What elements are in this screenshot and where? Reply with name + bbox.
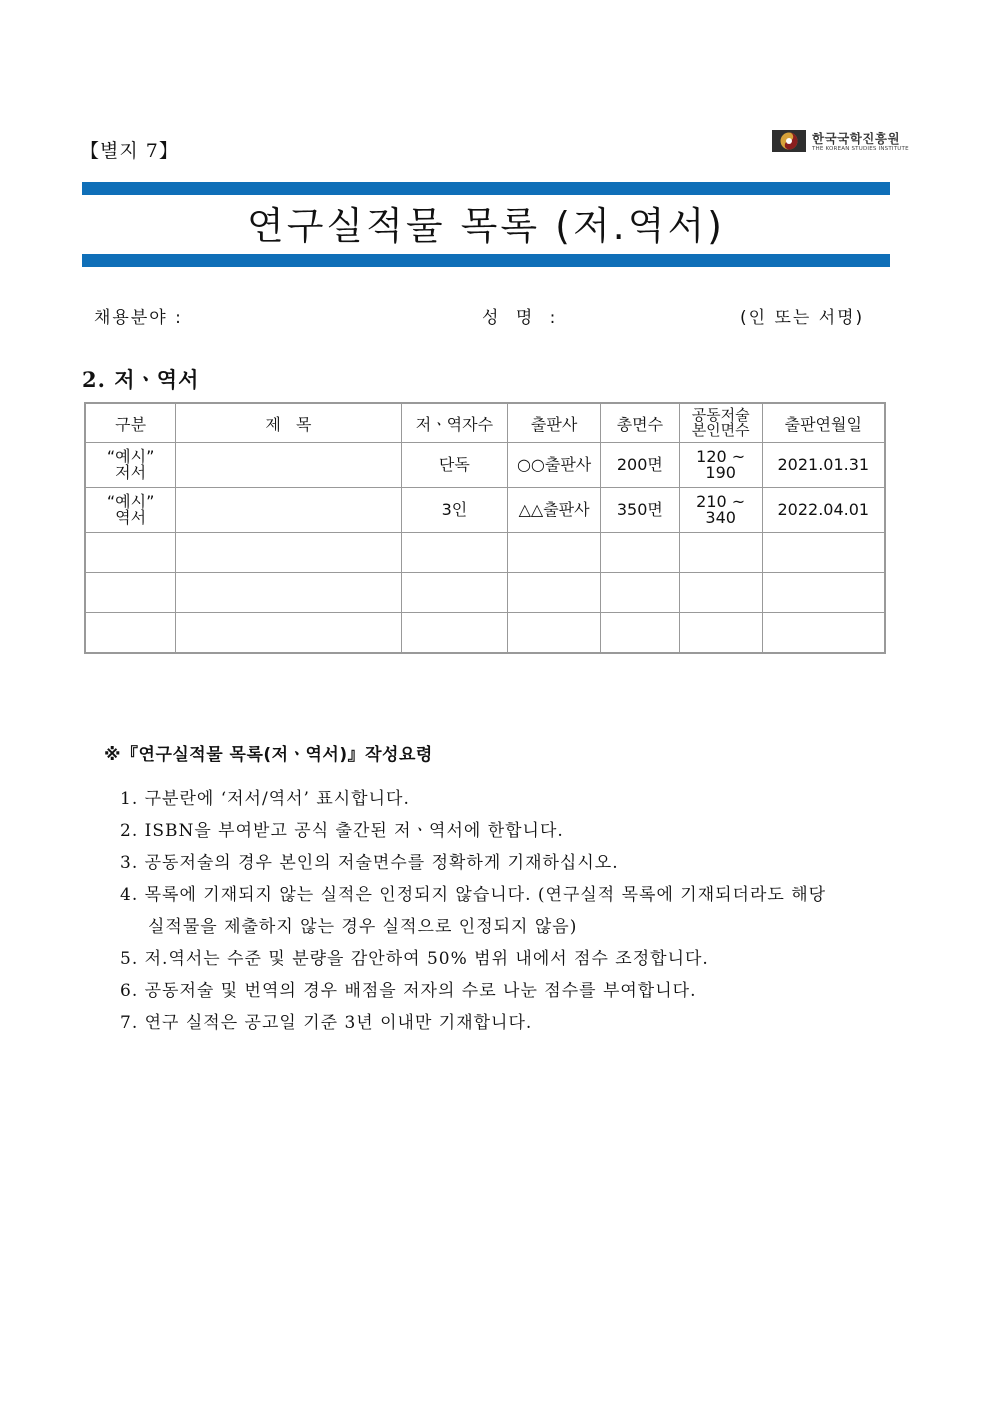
note-item: 7. 연구 실적은 공고일 기준 3년 이내만 기재합니다. bbox=[120, 1013, 533, 1033]
header-own-pages bbox=[679, 403, 762, 443]
header-date: 출판연월일 bbox=[762, 403, 885, 443]
table-row-empty bbox=[85, 573, 885, 613]
title-bar-bottom bbox=[82, 254, 890, 267]
cell-own-pages[interactable]: 210 ~ 340 bbox=[679, 488, 762, 533]
cell-empty[interactable] bbox=[401, 613, 508, 654]
cell-date[interactable]: 2021.01.31 bbox=[762, 443, 885, 488]
header-own-pages-line1: 공동저술 bbox=[691, 406, 750, 424]
notes-list bbox=[120, 783, 880, 1039]
header-pages: 총면수 bbox=[600, 403, 679, 443]
cell-empty[interactable] bbox=[401, 573, 508, 613]
cell-empty[interactable] bbox=[600, 573, 679, 613]
note-item: 1. 구분란에 ‘저서/역서’ 표시합니다. bbox=[120, 789, 410, 809]
header-title: 제 목 bbox=[176, 403, 401, 443]
publication-table bbox=[84, 402, 886, 654]
note-item-continuation: 실적물을 제출하지 않는 경우 실적으로 인정되지 않음) bbox=[148, 917, 578, 937]
cell-empty[interactable] bbox=[762, 573, 885, 613]
note-item: 3. 공동저술의 경우 본인의 저술면수를 정확하게 기재하십시오. bbox=[120, 853, 619, 873]
cell-authors[interactable]: 단독 bbox=[401, 443, 508, 488]
note-item: 4. 목록에 기재되지 않는 실적은 인정되지 않습니다. (연구실적 목록에 기재되더라도 해당 bbox=[120, 885, 827, 905]
annex-label: 【별지 7】 bbox=[80, 140, 179, 162]
note-item: 5. 저.역서는 수준 및 분량을 감안하여 50% 범위 내에서 점수 조정합니다. bbox=[120, 949, 709, 969]
cell-empty[interactable] bbox=[508, 613, 601, 654]
title-bar-top bbox=[82, 182, 890, 195]
table-row bbox=[85, 488, 885, 533]
category-type: 역서 bbox=[115, 508, 147, 527]
institute-logo bbox=[772, 128, 909, 156]
cell-category[interactable] bbox=[85, 488, 176, 533]
cell-title[interactable] bbox=[176, 488, 401, 533]
cell-pages[interactable]: 350면 bbox=[600, 488, 679, 533]
cell-empty[interactable] bbox=[85, 613, 176, 654]
cell-own-pages[interactable]: 120 ~ 190 bbox=[679, 443, 762, 488]
note-item: 6. 공동저술 및 번역의 경우 배점을 저자의 수로 나눈 점수를 부여합니다. bbox=[120, 981, 697, 1001]
category-example: “예시” bbox=[106, 447, 155, 466]
institute-emblem-icon bbox=[772, 128, 808, 154]
cell-empty[interactable] bbox=[85, 573, 176, 613]
cell-publisher[interactable]: △△출판사 bbox=[508, 488, 601, 533]
logo-name-ko: 한국국학진흥원 bbox=[812, 131, 901, 146]
cell-empty[interactable] bbox=[600, 533, 679, 573]
name-label: 성 명 : bbox=[482, 308, 562, 328]
cell-empty[interactable] bbox=[401, 533, 508, 573]
header-own-pages-line2: 본인면수 bbox=[691, 421, 750, 439]
header-category: 구분 bbox=[85, 403, 176, 443]
header-authors: 저ㆍ역자수 bbox=[401, 403, 508, 443]
seal-label: (인 또는 서명) bbox=[740, 308, 865, 328]
table-header-row bbox=[85, 403, 885, 443]
cell-authors[interactable]: 3인 bbox=[401, 488, 508, 533]
category-type: 저서 bbox=[115, 463, 147, 482]
cell-empty[interactable] bbox=[176, 613, 401, 654]
cell-empty[interactable] bbox=[679, 573, 762, 613]
note-item: 2. ISBN을 부여받고 공식 출간된 저ㆍ역서에 한합니다. bbox=[120, 821, 564, 841]
cell-category[interactable] bbox=[85, 443, 176, 488]
table-row-empty bbox=[85, 613, 885, 654]
cell-empty[interactable] bbox=[176, 533, 401, 573]
page-title: 연구실적물 목록 (저.역서) bbox=[247, 204, 725, 248]
cell-empty[interactable] bbox=[679, 613, 762, 654]
table-row-empty bbox=[85, 533, 885, 573]
field-label: 채용분야 : bbox=[94, 308, 183, 328]
cell-date[interactable]: 2022.04.01 bbox=[762, 488, 885, 533]
cell-publisher[interactable]: ○○출판사 bbox=[508, 443, 601, 488]
table-row bbox=[85, 443, 885, 488]
cell-empty[interactable] bbox=[508, 573, 601, 613]
logo-name-en: THE KOREAN STUDIES INSTITUTE bbox=[812, 146, 909, 152]
cell-empty[interactable] bbox=[762, 613, 885, 654]
category-example: “예시” bbox=[106, 492, 155, 511]
cell-empty[interactable] bbox=[679, 533, 762, 573]
cell-empty[interactable] bbox=[762, 533, 885, 573]
cell-empty[interactable] bbox=[85, 533, 176, 573]
header-publisher: 출판사 bbox=[508, 403, 601, 443]
cell-empty[interactable] bbox=[508, 533, 601, 573]
cell-title[interactable] bbox=[176, 443, 401, 488]
cell-pages[interactable]: 200면 bbox=[600, 443, 679, 488]
notes-title: ※『연구실적물 목록(저ㆍ역서)』작성요령 bbox=[104, 745, 433, 765]
section-title: 2. 저ㆍ역서 bbox=[82, 367, 200, 392]
cell-empty[interactable] bbox=[176, 573, 401, 613]
cell-empty[interactable] bbox=[600, 613, 679, 654]
